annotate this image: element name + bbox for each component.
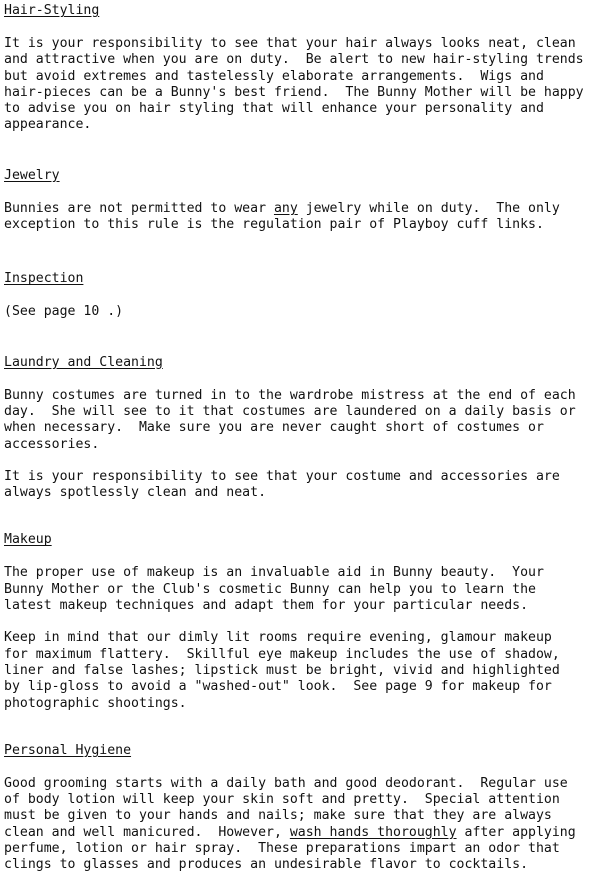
- text-line: [4, 825, 596, 841]
- heading-personal-hygiene: Personal Hygiene: [4, 742, 132, 758]
- paragraph-makeup-2: [4, 630, 596, 711]
- text-line: and attractive when you are on duty. Be alert to new hair-styling trends: [4, 52, 584, 68]
- section-personal-hygiene: [4, 743, 596, 874]
- text-line: day. She will see to it that costumes are laundered on a daily basis or: [4, 403, 576, 419]
- text-line: [4, 201, 596, 217]
- section-laundry: [4, 355, 596, 502]
- paragraph-inspection: (See page 10 .): [4, 304, 124, 320]
- paragraph-makeup-1: [4, 565, 596, 614]
- text-line: latest makeup techniques and adapt them for your particular needs.: [4, 598, 529, 614]
- text-line: when necessary. Make sure you are never caught short of costumes or: [4, 420, 544, 436]
- section-jewelry: [4, 168, 596, 234]
- section-inspection: [4, 271, 596, 320]
- text-line: but avoid extremes and tastelessly elaborate arrangements. Wigs and: [4, 68, 544, 84]
- emphasis-any: any: [273, 200, 298, 216]
- text-line: photographic shootings.: [4, 695, 187, 711]
- text-line: Bunny costumes are turned in to the wardrobe mistress at the end of each: [4, 387, 576, 403]
- document-page: [4, 3, 596, 874]
- text-line: for maximum flattery. Skillful eye makeup includes the use of shadow,: [4, 646, 560, 662]
- section-hair-styling: [4, 3, 596, 134]
- text-line: hair-pieces can be a Bunny's best friend. The Bunny Mother will be happy: [4, 84, 584, 100]
- text-line: of body lotion will keep your skin soft and pretty. Special attention: [4, 792, 560, 808]
- text-line: perfume, lotion or hair spray. These preparations impart an odor that: [4, 841, 560, 857]
- text-span: clean and well manicured. However,: [4, 824, 290, 840]
- text-line: Good grooming starts with a daily bath and good deodorant. Regular use: [4, 775, 568, 791]
- text-line: accessories.: [4, 436, 100, 452]
- emphasis-wash-hands: wash hands thoroughly: [289, 824, 457, 840]
- text-line: liner and false lashes; lipstick must be bright, vivid and highlighted: [4, 662, 560, 678]
- text-line: Keep in mind that our dimly lit rooms require evening, glamour makeup: [4, 630, 552, 646]
- text-span: jewelry while on duty. The only: [297, 200, 560, 216]
- section-makeup: [4, 532, 596, 711]
- text-line: It is your responsibility to see that your costume and accessories are: [4, 468, 560, 484]
- text-line: by lip-gloss to avoid a "washed-out" look. See page 9 for makeup for: [4, 679, 552, 695]
- heading-hair-styling: Hair-Styling: [4, 3, 100, 18]
- paragraph-laundry-1: [4, 388, 596, 453]
- text-line: exception to this rule is the regulation pair of Playboy cuff links.: [4, 217, 544, 233]
- heading-laundry: Laundry and Cleaning: [4, 354, 163, 370]
- text-span: Bunnies are not permitted to wear: [4, 200, 274, 216]
- text-line: It is your responsibility to see that your hair always looks neat, clean: [4, 36, 576, 51]
- paragraph-personal-hygiene: [4, 776, 596, 874]
- text-line: Bunny Mother or the Club's cosmetic Bunny can help you to learn the: [4, 581, 536, 597]
- paragraph-hair-styling: [4, 36, 596, 134]
- text-line: always spotlessly clean and neat.: [4, 485, 267, 501]
- text-line: clings to glasses and produces an undesirable flavor to cocktails.: [4, 857, 529, 873]
- heading-jewelry: Jewelry: [4, 167, 60, 183]
- heading-inspection: Inspection: [4, 271, 84, 287]
- text-line: to advise you on hair styling that will enhance your personality and: [4, 101, 544, 117]
- paragraph-laundry-2: [4, 469, 596, 502]
- text-span: after applying: [456, 824, 576, 840]
- paragraph-jewelry: [4, 201, 596, 234]
- text-line: The proper use of makeup is an invaluable aid in Bunny beauty. Your: [4, 565, 544, 581]
- heading-makeup: Makeup: [4, 532, 52, 548]
- text-line: must be given to your hands and nails; make sure that they are always: [4, 808, 552, 824]
- text-line: appearance.: [4, 117, 92, 133]
